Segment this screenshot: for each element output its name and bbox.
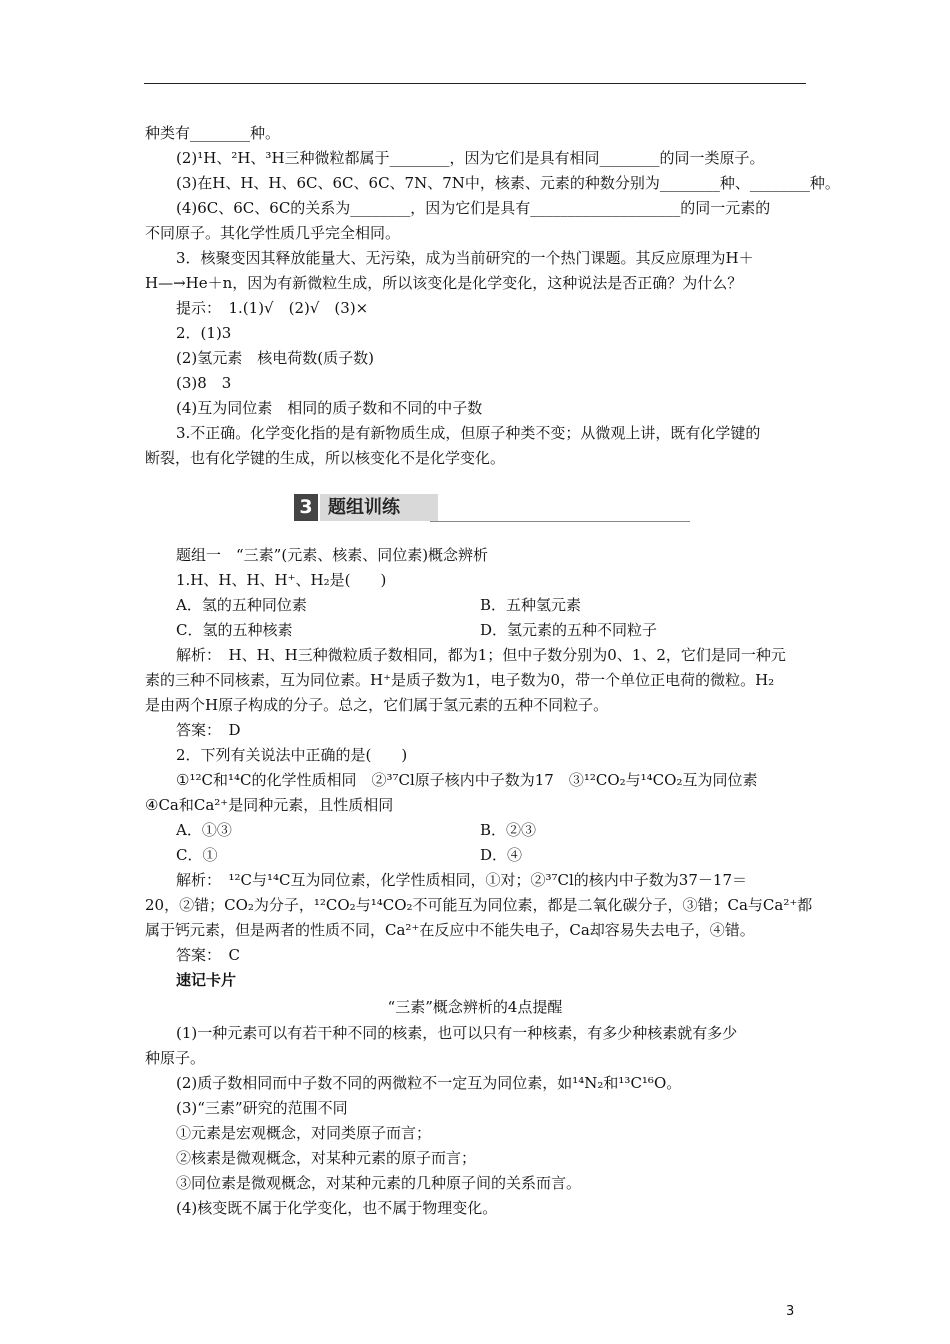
text-line: 种类有________种。 [145, 124, 281, 142]
option: C．① [176, 846, 218, 864]
text-line: 20，②错；CO₂为分子，¹²CO₂与¹⁴CO₂不可能互为同位素，都是二氧化碳分子，③错；Ca与Ca²⁺都 [145, 896, 813, 914]
section-title: 题组训练 [320, 494, 438, 521]
answer: 答案： D [176, 721, 241, 739]
text-line: ③同位素是微观概念，对某种元素的几种原子间的关系而言。 [176, 1174, 582, 1192]
text-line: (3)在H、H、H、6C、6C、6C、7N、7N中，核素、元素的种数分别为________种、________种。 [176, 174, 840, 192]
text-line: (2)氢元素 核电荷数(质子数) [176, 349, 374, 367]
option: B．②③ [480, 821, 537, 839]
option: D．氢元素的五种不同粒子 [480, 621, 658, 639]
text-line: 3．核聚变因其释放能量大、无污染，成为当前研究的一个热门课题。其反应原理为H＋ [176, 249, 754, 267]
text-line: (4)互为同位素 相同的质子数和不同的中子数 [176, 399, 483, 417]
option: C．氢的五种核素 [176, 621, 293, 639]
section-rule [430, 521, 690, 522]
text-line: (2)¹H、²H、³H三种微粒都属于________，因为它们是具有相同________的同一类原子。 [176, 149, 765, 167]
text-line: H—→He＋n，因为有新微粒生成，所以该变化是化学变化，这种说法是否正确？为什么？ [145, 274, 743, 292]
text-line: (4)6C、6C、6C的关系为________，因为它们是具有____________________的同一元素的 [176, 199, 771, 217]
text-line: (4)核变既不属于化学变化，也不属于物理变化。 [176, 1199, 498, 1217]
page-number: 3 [786, 1304, 795, 1319]
text-line: 解析： H、H、H三种微粒质子数相同，都为1；但中子数分别为0、1、2，它们是同一种元 [176, 646, 786, 664]
option: A．氢的五种同位素 [176, 596, 307, 614]
text-line: 素的三种不同核素，互为同位素。H⁺是质子数为1，电子数为0，带一个单位正电荷的微粒。H₂ [145, 671, 775, 689]
section-number: 3 [294, 494, 318, 521]
text-line: ①¹²C和¹⁴C的化学性质相同 ②³⁷Cl原子核内中子数为17 ③¹²CO₂与¹⁴CO₂互为同位素 [176, 771, 758, 789]
question: 1.H、H、H、H⁺、H₂是( ) [176, 571, 387, 589]
group-title: 题组一 “三素”(元素、核素、同位素)概念辨析 [176, 546, 489, 564]
question: 2．下列有关说法中正确的是( ) [176, 746, 408, 764]
option: B．五种氢元素 [480, 596, 582, 614]
header-rule [144, 83, 806, 84]
answer: 答案： C [176, 946, 240, 964]
hint-line: 提示： 1.(1)√ (2)√ (3)× [176, 299, 369, 317]
text-line: (2)质子数相同而中子数不同的两微粒不一定互为同位素，如¹⁴N₂和¹³C¹⁶O。 [176, 1074, 682, 1092]
card-heading: 速记卡片 [176, 971, 237, 989]
text-line: 属于钙元素，但是两者的性质不同，Ca²⁺在反应中不能失电子，Ca却容易失去电子，④错。 [145, 921, 755, 939]
text-line: ④Ca和Ca²⁺是同种元素，且性质相同 [145, 796, 394, 814]
text-line: 2．(1)3 [176, 324, 232, 342]
text-line: 断裂，也有化学键的生成，所以核变化不是化学变化。 [145, 449, 506, 467]
text-line: 解析： ¹²C与¹⁴C互为同位素，化学性质相同，①对；②³⁷Cl的核内中子数为37－17＝ [176, 871, 747, 889]
text-line: (3)8 3 [176, 374, 232, 392]
text-line: 是由两个H原子构成的分子。总之，它们属于氢元素的五种不同粒子。 [145, 696, 609, 714]
text-line: (3)“三素”研究的范围不同 [176, 1099, 348, 1117]
text-line: ②核素是微观概念，对某种元素的原子而言； [176, 1149, 477, 1167]
option: D．④ [480, 846, 523, 864]
text-line: ①元素是宏观概念，对同类原子而言； [176, 1124, 432, 1142]
card-title: “三素”概念辨析的4点提醒 [387, 998, 563, 1016]
text-line: 不同原子。其化学性质几乎完全相同。 [145, 224, 401, 242]
text-line: (1)一种元素可以有若干种不同的核素，也可以只有一种核素，有多少种核素就有多少 [176, 1024, 738, 1042]
text-line: 3.不正确。化学变化指的是有新物质生成，但原子种类不变；从微观上讲，既有化学键的 [176, 424, 761, 442]
text-line: 种原子。 [145, 1049, 206, 1067]
option: A．①③ [176, 821, 232, 839]
